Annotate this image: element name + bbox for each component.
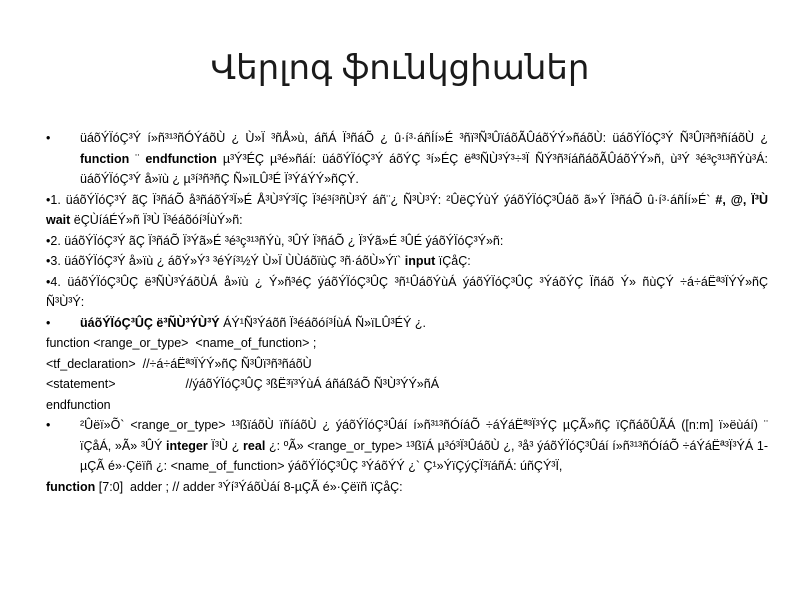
bullet-icon: • — [46, 418, 51, 432]
keyword-input: input — [404, 254, 436, 268]
bullet-icon: • — [46, 131, 51, 145]
keyword-endfunction: endfunction — [145, 151, 217, 166]
keyword-function-example: function — [46, 479, 96, 494]
keyword-delay: #, @, Ï³Ù wait — [46, 192, 768, 227]
bullet-icon: • — [46, 233, 51, 248]
item-number: 4. — [50, 274, 61, 289]
definition-text: ÁÝ¹Ñ³Ýáõñ Ï³éáõóí³ÍùÁ Ñ»ïLÛ³ÉÝ ¿. — [219, 315, 426, 330]
bullet-icon: • — [46, 274, 51, 289]
bullet-paragraph-definition — [46, 313, 768, 334]
slide-content — [46, 128, 768, 497]
item-text-b: ëÇÙíáÉÝ»ñ Ï³Ù Ï³éáõóí³ÍùÝ»ñ: — [70, 213, 243, 227]
bullet-icon: • — [46, 192, 51, 207]
bullet-paragraph-explanation — [46, 415, 768, 477]
slide-title: Վերլոգ ֆունկցիաներ — [210, 49, 590, 87]
item-text: üáõÝÏóÇ³ÛÇ ë³ÑÙ³ÝáõÙÁ å»ïù ¿ Ý»ñ³éÇ ýáõÝÏóÇ³ÛÇ ³ñ¹ÛáõÝùÁ ýáõÝÏóÇ³ÛÇ ³ÝáõÝÇ Ïñáõ Ý» ñùÇÝ ÷á÷áËª³ÏÝÝ»ñÇ Ñ³Ù³Ý: — [46, 274, 768, 309]
item-text-a: üáõÝÏóÇ³Ý ãÇ Ï³ñáÕ å³ñáõÝ³Ï»É Å³Ù³Ý³ÏÇ Ï³é³í³ñÙ³Ý áñ¨¿ Ñ³Ù³Ý: ²ÛëÇÝùÝ ýáõÝÏóÇ³Ûáõ ã»Ý Ï³ñáÕ û·í³·áñÍí»É` — [60, 192, 716, 207]
item-text-a: üáõÝÏóÇ³Ý å»ïù ¿ áõÝ»Ý³ ³éÝí³½Ý Ù»Ï ÙÙáõïùÇ ³ñ·áõÙ»Ýï` — [60, 254, 405, 268]
explanation-text-a: ²Ûëï»Õ` <range_or_type> ¹³ßïáõÙ ïñíáõÙ ¿ ýáõÝÏóÇ³Ûáí í»ñ³¹³ñÓíáÕ ÷áÝáËª³Ï³ÝÇ µÇÃ»ñÇ ïÇñáõÛÃÁ ([n:m] ï»ëùáí) ¨ ïÇåÁ, »Ã» ³ÛÝ — [80, 418, 768, 453]
item-number: 3. — [50, 254, 61, 268]
keyword-integer: integer — [166, 438, 208, 453]
numbered-item-1 — [46, 190, 768, 231]
explanation-text-mid: Ï³Ù ¿ — [207, 438, 244, 453]
intro-text-mid: ¨ — [129, 151, 146, 166]
numbered-item-3 — [46, 251, 768, 272]
numbered-item-4 — [46, 272, 768, 313]
code-line-1: function <range_or_type> <name_of_function> ; — [46, 336, 317, 350]
numbered-item-2 — [46, 231, 768, 252]
item-number: 2. — [50, 233, 61, 248]
item-text: üáõÝÏóÇ³Ý ãÇ Ï³ñáÕ Ï³Ýã»É ³é³ç³¹³ñÝù, ³ÛÝ Ï³ñáÕ ¿ Ï³Ýã»É ³ÛÉ ýáõÝÏóÇ³Ý»ñ: — [60, 233, 504, 248]
item-number: 1. — [50, 192, 61, 207]
bullet-icon: • — [46, 254, 51, 268]
definition-bold: üáõÝÏóÇ³ÛÇ ë³ÑÙ³ÝÙ³Ý — [80, 315, 220, 330]
bullet-icon: • — [46, 315, 51, 330]
explanation-text-b: ¿: ºÃ» <range_or_type> ¹³ßïÁ µ³ó³Ï³ÛáõÙ ¿, ³å³ ýáõÝÏóÇ³Ûáí í»ñ³¹³ñÓíáÕ ÷áÝáËª³Ï³ÝÁ 1-µÇÃ é»·Çëïñ ¿: <name_of_function> ýáõÝÏóÇ³ÛÇ ³ÝáõÝÝ ¿` Ç¹»ÝïÇýÇÏ³ïáñÁ: úñÇÝ³Ï, — [80, 438, 768, 473]
example-line — [46, 477, 768, 498]
bullet-paragraph-intro — [46, 128, 768, 190]
intro-text-a: üáõÝÏóÇ³Ý í»ñ³¹³ñÓÝáõÙ ¿ Ù»Ï ³ñÅ»ù, áñÁ Ï³ñáÕ ¿ û·í³·áñÍí»É ³ñï³Ñ³ÛïáõÃÛáõÝÝ»ñáõÙ: üáõÝÏóÇ³Ý Ñ³Ûï³ñ³ñíáõÙ ¿ — [80, 131, 768, 145]
code-line-2: <tf_declaration> //÷á÷áËª³ÏÝÝ»ñÇ Ñ³Ûï³ñ³ñáõÙ — [46, 356, 312, 371]
code-statement: <statement> — [46, 377, 116, 391]
intro-text-b: µ³Ý³ÉÇ µ³é»ñáí: üáõÝÏóÇ³Ý áõÝÇ ³í»ÉÇ ëª³ÑÙ³Ý³÷³Ï ÑÝ³ñ³íáñáõÃÛáõÝÝ»ñ, ù³Ý ³é³ç³¹³ñÝù³Á: üáõÝÏóÇ³Ý å»ïù ¿ µ³í³ñ³ñÇ Ñ»ïLÛ³É Ï³ÝáÝÝ»ñÇÝ. — [80, 151, 768, 186]
keyword-real: real — [243, 438, 266, 453]
keyword-function: function — [80, 151, 130, 166]
item-text-b: ïÇåÇ: — [435, 254, 471, 268]
code-comment: //ýáõÝÏóÇ³ÛÇ ³ßË³ï³ÝùÁ áñáßáÕ Ñ³Ù³ÝÝ»ñÁ — [185, 377, 440, 391]
code-line-3 — [46, 374, 768, 395]
example-text: [7:0] adder ; // adder ³Ýí³ÝáõÙáí 8-µÇÃ é»·Çëïñ ïÇåÇ: — [95, 479, 403, 494]
code-line-4: endfunction — [46, 397, 111, 412]
